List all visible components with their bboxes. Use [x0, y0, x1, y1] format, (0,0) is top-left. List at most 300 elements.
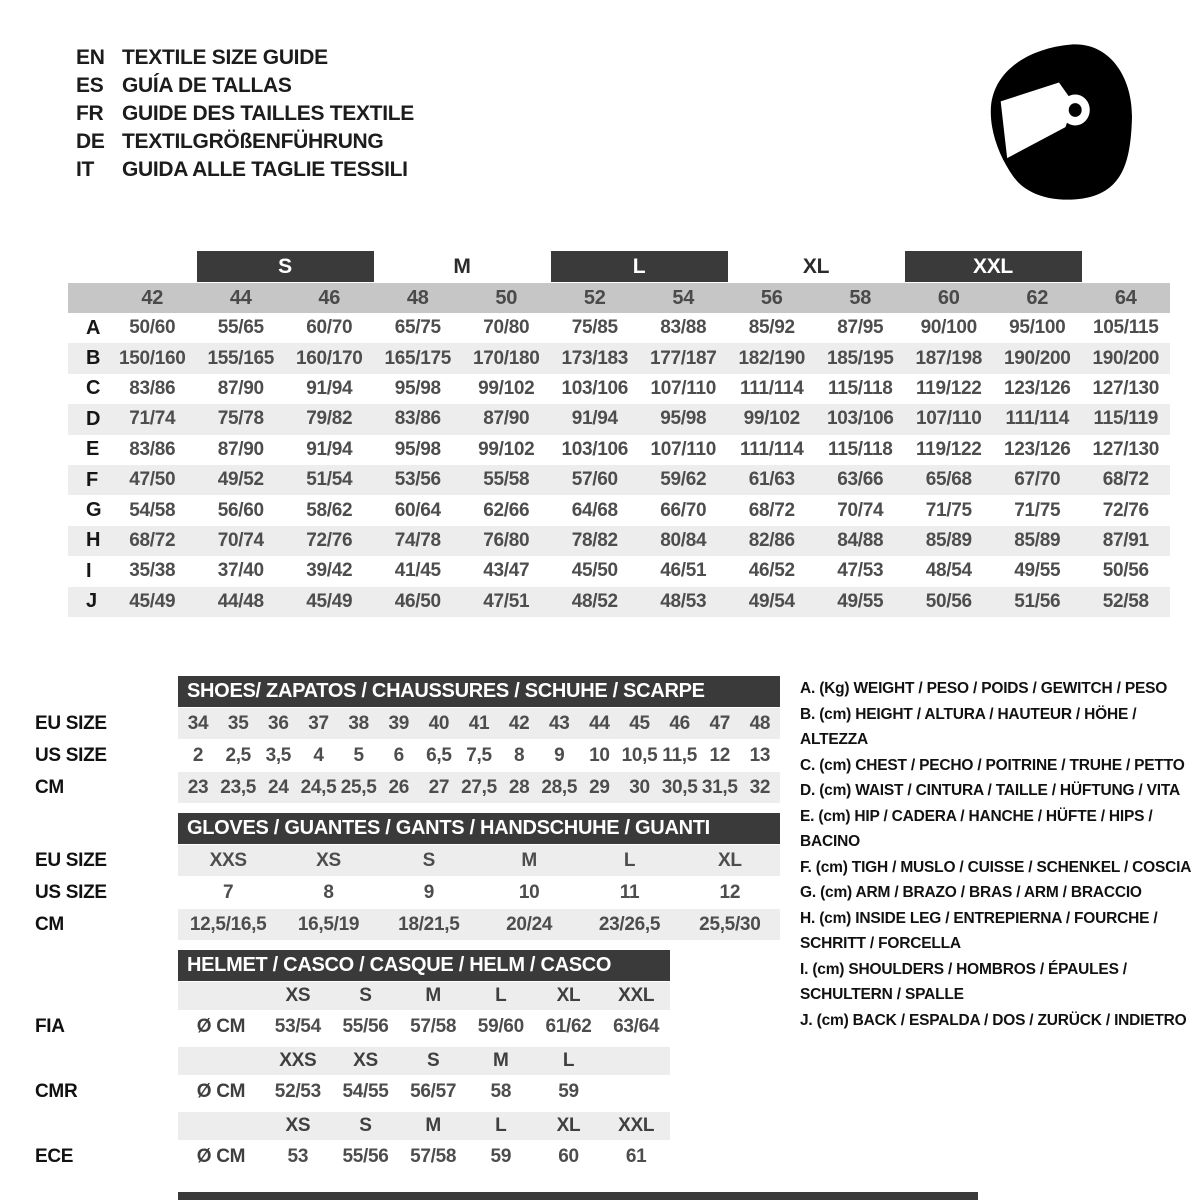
section-value: 25,5/30	[699, 913, 761, 935]
table-row	[68, 435, 1170, 465]
size-number: 62	[1026, 286, 1049, 309]
section-row-values	[178, 708, 780, 739]
measure-value: 83/86	[129, 438, 176, 460]
textile-size-table	[68, 251, 1170, 617]
legend-item: C. (cm) CHEST / PECHO / POITRINE / TRUHE / PETTO	[800, 756, 1185, 774]
size-number: 50	[495, 286, 518, 309]
section-value: 10	[589, 744, 610, 766]
helmet-size-spacer	[178, 1047, 264, 1075]
measure-value: 49/55	[837, 590, 884, 612]
table-row	[68, 495, 1170, 525]
helmet-size-label: XXS	[279, 1050, 317, 1071]
helmet-value: 55/56	[342, 1015, 389, 1037]
measure-value: 60/70	[306, 317, 353, 339]
measure-value: 84/88	[837, 529, 884, 551]
helmet-size-label: S	[359, 985, 372, 1006]
helmet-table	[35, 982, 780, 1176]
measure-value: 71/75	[925, 499, 972, 521]
measure-value: 87/90	[217, 377, 264, 399]
section-value: 28	[508, 776, 530, 798]
measure-value: 72/76	[306, 529, 353, 551]
section-row-label	[35, 1047, 178, 1075]
table-row	[68, 374, 1170, 404]
helmet-value: 59	[490, 1145, 512, 1167]
measure-value: 45/49	[129, 590, 176, 612]
section-row	[35, 740, 780, 771]
section-value: 12	[719, 881, 741, 903]
measure-value: 160/170	[295, 347, 363, 369]
section-value: 30,5	[661, 776, 698, 798]
section-value: 27	[428, 776, 450, 798]
measure-value: 155/165	[207, 347, 275, 369]
section-value: 23	[187, 776, 209, 798]
band-spacer	[68, 283, 108, 313]
helmet-standard-label: ECE	[35, 1145, 74, 1167]
measure-value: 35/38	[129, 560, 176, 582]
helmet-values	[178, 1076, 670, 1107]
section-value: 12,5/16,5	[189, 913, 267, 935]
helmet-size-row	[35, 982, 780, 1010]
helmet-value-row	[35, 1011, 780, 1042]
measure-value: 71/74	[129, 408, 176, 430]
legend-item: J. (cm) BACK / ESPALDA / DOS / ZURÜCK / INDIETRO	[800, 1011, 1187, 1029]
diameter-label: Ø CM	[196, 1080, 246, 1102]
measure-value: 165/175	[384, 347, 452, 369]
language-title: GUÍA DE TALLAS	[122, 74, 292, 97]
measure-value: 52/58	[1102, 590, 1149, 612]
section-value: 34	[187, 712, 209, 734]
size-group-l: L	[551, 251, 728, 282]
table-row	[68, 465, 1170, 495]
helmet-size-label: L	[495, 985, 507, 1006]
measure-letter: A	[86, 316, 101, 339]
section-value: 10,5	[621, 744, 658, 766]
size-number: 44	[229, 286, 252, 309]
section-value: 48	[749, 712, 771, 734]
helmet-size-label: M	[425, 985, 441, 1006]
measure-value: 115/118	[828, 377, 893, 399]
measure-value: 74/78	[394, 529, 441, 551]
section-row-label: EU SIZE	[35, 712, 107, 734]
measure-value: 49/55	[1014, 560, 1061, 582]
measure-value: 173/183	[561, 347, 629, 369]
measure-value: 37/40	[217, 560, 264, 582]
cutoff-section-bar	[178, 1192, 978, 1200]
section-row-label	[35, 1112, 178, 1140]
measure-value: 68/72	[748, 499, 795, 521]
language-title: GUIDE DES TAILLES TEXTILE	[122, 102, 414, 125]
section-value: 32	[749, 776, 771, 798]
measure-value: 58/62	[306, 499, 353, 521]
measure-value: 103/106	[826, 408, 894, 430]
section-value: 11	[619, 881, 640, 903]
measure-value: 185/195	[826, 347, 894, 369]
section-row-values	[178, 877, 780, 908]
language-title-list	[76, 44, 414, 184]
table-row	[68, 313, 1170, 343]
measurement-rows	[68, 313, 1170, 617]
measure-value: 62/66	[483, 499, 530, 521]
helmet-size-label: XL	[556, 985, 581, 1006]
section-value: XXS	[209, 849, 247, 871]
measure-value: 99/102	[478, 377, 535, 399]
measure-value: 68/72	[1102, 469, 1149, 491]
measure-value: 48/54	[925, 560, 972, 582]
shoes-section-header	[178, 676, 780, 707]
measure-value: 119/122	[915, 438, 982, 460]
section-row-label	[35, 982, 178, 1010]
language-code: IT	[76, 158, 95, 181]
measure-value: 83/86	[394, 408, 441, 430]
measure-value: 95/100	[1009, 317, 1066, 339]
measure-value: 107/110	[650, 438, 717, 460]
legend-item: B. (cm) HEIGHT / ALTURA / HAUTEUR / HÖHE / ALTEZZA	[800, 705, 1137, 748]
helmet-row-gap	[35, 1042, 780, 1046]
section-value: 24,5	[300, 776, 337, 798]
section-value: 23,5	[220, 776, 257, 798]
table-row	[68, 526, 1170, 556]
measure-value: 41/45	[394, 560, 441, 582]
size-group-xxl: XXL	[905, 251, 1082, 282]
helmet-size-row	[35, 1047, 780, 1075]
legend-item: A. (Kg) WEIGHT / PESO / POIDS / GEWITCH / PESO	[800, 680, 1168, 697]
measure-value: 67/70	[1014, 469, 1061, 491]
measure-value: 50/56	[925, 590, 972, 612]
racing-helmet-icon	[978, 36, 1140, 208]
measure-value: 83/86	[129, 377, 176, 399]
helmet-row-gap	[35, 1107, 780, 1111]
measure-value: 49/54	[748, 590, 795, 612]
measure-value: 50/56	[1102, 560, 1149, 582]
section-value: 28,5	[541, 776, 578, 798]
measure-value: 75/78	[217, 408, 264, 430]
measure-value: 51/56	[1014, 590, 1061, 612]
helmet-value: 57/58	[410, 1015, 457, 1037]
measure-value: 63/66	[837, 469, 884, 491]
language-code: DE	[76, 130, 105, 153]
measure-value: 190/200	[1092, 347, 1160, 369]
section-value: 43	[548, 712, 570, 734]
language-title: TEXTILGRÖßENFÜHRUNG	[122, 130, 384, 153]
footwear-accessory-sections	[35, 676, 780, 1176]
section-value: 24	[268, 776, 289, 798]
helmet-value: 59/60	[477, 1015, 524, 1037]
helmet-size-label: M	[493, 1050, 509, 1071]
measure-value: 103/106	[561, 377, 629, 399]
language-row	[76, 72, 414, 100]
section-value: 38	[348, 712, 369, 734]
measure-value: 95/98	[394, 438, 441, 460]
section-value: M	[521, 849, 537, 871]
measure-value: 177/187	[649, 347, 717, 369]
section-value: 37	[308, 712, 329, 734]
helmet-value: 54/55	[342, 1080, 389, 1102]
section-value: 8	[513, 744, 525, 766]
measure-value: 48/52	[571, 590, 618, 612]
measure-value: 72/76	[1102, 499, 1149, 521]
size-number: 48	[406, 286, 429, 309]
helmet-value: 59	[558, 1080, 579, 1102]
table-row	[68, 404, 1170, 434]
helmet-value: 53/54	[274, 1015, 321, 1037]
helmet-value: 60	[558, 1145, 579, 1167]
section-value: 25,5	[340, 776, 377, 798]
measure-value: 83/88	[660, 317, 707, 339]
helmet-value: 56/57	[410, 1080, 457, 1102]
measure-value: 55/58	[483, 469, 530, 491]
measure-value: 123/126	[1003, 438, 1071, 460]
helmet-size-label: L	[495, 1115, 507, 1136]
measure-value: 48/53	[660, 590, 707, 612]
helmet-value-row	[35, 1141, 780, 1172]
section-value: 44	[589, 712, 610, 734]
table-row	[68, 556, 1170, 586]
helmet-sizes	[178, 982, 670, 1010]
section-value: 7,5	[466, 744, 492, 766]
section-value: 6,5	[426, 744, 452, 766]
measure-value: 87/95	[837, 317, 884, 339]
section-value: 45	[629, 712, 650, 734]
measure-letter: D	[86, 407, 101, 430]
helmet-row-gap	[35, 1172, 780, 1176]
measure-value: 65/68	[925, 469, 972, 491]
section-value: 11,5	[662, 744, 698, 766]
section-row-values	[178, 909, 780, 940]
section-value: 27,5	[461, 776, 497, 798]
measure-value: 111/114	[740, 377, 804, 399]
measurement-legend	[800, 676, 1196, 1033]
legend-item: G. (cm) ARM / BRAZO / BRAS / ARM / BRACCIO	[800, 884, 1142, 901]
helmet-values	[178, 1011, 670, 1042]
measure-value: 70/74	[217, 529, 264, 551]
measure-value: 85/92	[748, 317, 795, 339]
helmet-sizes	[178, 1047, 670, 1075]
measure-value: 68/72	[129, 529, 176, 551]
measure-value: 55/65	[217, 317, 264, 339]
measure-letter: F	[86, 468, 98, 491]
measure-value: 71/75	[1014, 499, 1061, 521]
language-title: GUIDA ALLE TAGLIE TESSILI	[122, 158, 408, 181]
measure-value: 87/90	[483, 408, 530, 430]
measure-value: 87/90	[217, 438, 264, 460]
section-row-label: US SIZE	[35, 881, 107, 903]
language-title: TEXTILE SIZE GUIDE	[122, 46, 328, 69]
measure-value: 56/60	[217, 499, 264, 521]
measure-value: 107/110	[915, 408, 982, 430]
legend-item: D. (cm) WAIST / CINTURA / TAILLE / HÜFTUNG / VITA	[800, 782, 1180, 799]
measure-value: 111/114	[740, 438, 804, 460]
measure-value: 47/53	[837, 560, 884, 582]
helmet-sizes	[178, 1112, 670, 1140]
shoes-table	[35, 708, 780, 803]
section-value: 12	[709, 744, 731, 766]
measure-value: 45/49	[306, 590, 353, 612]
measure-letter: I	[86, 559, 92, 582]
section-row-label: CM	[35, 776, 64, 798]
measure-letter: E	[86, 438, 100, 461]
measure-value: 46/50	[394, 590, 441, 612]
measure-value: 91/94	[306, 438, 353, 460]
measure-value: 90/100	[920, 317, 977, 339]
measure-value: 115/118	[828, 438, 893, 460]
section-value: XL	[717, 849, 742, 871]
measure-value: 127/130	[1092, 377, 1160, 399]
helmet-value: 53	[287, 1145, 309, 1167]
measure-value: 150/160	[118, 347, 186, 369]
helmet-section-header	[178, 950, 670, 981]
size-group-s: S	[197, 251, 374, 282]
section-value: 36	[268, 712, 289, 734]
section-row-values	[178, 845, 780, 876]
section-value: 2	[192, 744, 204, 766]
measure-value: 103/106	[561, 438, 629, 460]
language-row	[76, 128, 414, 156]
measure-value: 182/190	[738, 347, 806, 369]
measure-value: 53/56	[394, 469, 441, 491]
measure-value: 75/85	[571, 317, 618, 339]
section-value: 9	[423, 881, 434, 903]
measure-value: 95/98	[394, 377, 441, 399]
section-row	[35, 845, 780, 876]
section-row-label: CM	[35, 913, 64, 935]
helmet-size-label: S	[359, 1115, 372, 1136]
measure-value: 70/80	[483, 317, 530, 339]
measure-value: 87/91	[1102, 529, 1149, 551]
section-value: 39	[388, 712, 409, 734]
size-number: 56	[760, 286, 783, 309]
language-row	[76, 156, 414, 184]
measure-value: 54/58	[129, 499, 176, 521]
measure-letter: G	[86, 499, 102, 522]
helmet-size-label: XS	[285, 985, 311, 1006]
size-group-m: M	[453, 254, 471, 278]
section-value: 18/21,5	[398, 913, 460, 935]
measure-value: 99/102	[743, 408, 800, 430]
measure-value: 95/98	[660, 408, 707, 430]
measure-value: 91/94	[571, 408, 618, 430]
language-code: FR	[76, 102, 104, 125]
section-value: 7	[223, 881, 234, 903]
gloves-table	[35, 845, 780, 940]
measure-value: 99/102	[478, 438, 535, 460]
section-value: 26	[388, 776, 409, 798]
measure-value: 107/110	[650, 377, 717, 399]
size-number: 52	[583, 286, 606, 309]
measure-value: 78/82	[571, 529, 618, 551]
measure-value: 111/114	[1005, 408, 1069, 430]
section-value: 16,5/19	[297, 913, 360, 935]
measure-value: 65/75	[394, 317, 441, 339]
section-value: 9	[554, 744, 565, 766]
helmet-value: 55/56	[342, 1145, 389, 1167]
measure-value: 76/80	[483, 529, 530, 551]
measure-value: 49/52	[217, 469, 264, 491]
helmet-value: 61/62	[545, 1015, 592, 1037]
section-value: 31,5	[701, 776, 738, 798]
section-value: 40	[428, 712, 450, 734]
section-value: 3,5	[265, 744, 292, 766]
measure-value: 105/115	[1092, 317, 1159, 339]
measure-value: 91/94	[306, 377, 353, 399]
measure-value: 85/89	[1014, 529, 1061, 551]
helmet-value: 61	[625, 1145, 647, 1167]
measure-value: 51/54	[306, 469, 353, 491]
measure-value: 70/74	[837, 499, 884, 521]
section-value: 20/24	[506, 913, 553, 935]
measure-letter: J	[86, 590, 97, 613]
section-value: 8	[323, 881, 334, 903]
section-value: 23/26,5	[598, 913, 661, 935]
measure-value: 45/50	[571, 560, 618, 582]
section-row	[35, 877, 780, 908]
section-value: 47	[709, 712, 731, 734]
section-value: L	[623, 849, 636, 871]
size-number: 42	[141, 286, 164, 309]
measure-value: 43/47	[483, 560, 530, 582]
measure-value: 60/64	[394, 499, 441, 521]
section-row	[35, 708, 780, 739]
measure-value: 79/82	[306, 408, 353, 430]
helmet-size-label: XL	[556, 1115, 581, 1136]
section-value: 6	[393, 744, 404, 766]
measure-letter: C	[86, 377, 101, 400]
diameter-label: Ø CM	[196, 1015, 246, 1037]
language-row	[76, 44, 414, 72]
measure-value: 50/60	[129, 317, 176, 339]
size-number-band	[68, 283, 1170, 313]
measure-value: 57/60	[571, 469, 618, 491]
measure-value: 85/89	[925, 529, 972, 551]
shoes-title: SHOES/ ZAPATOS / CHAUSSURES / SCHUHE / SCARPE	[187, 680, 705, 702]
legend-item: H. (cm) INSIDE LEG / ENTREPIERNA / FOURCHE / SCHRITT / FORCELLA	[800, 909, 1158, 952]
gloves-title: GLOVES / GUANTES / GANTS / HANDSCHUHE / GUANTI	[187, 817, 710, 839]
helmet-title: HELMET / CASCO / CASQUE / HELM / CASCO	[187, 954, 612, 976]
size-number: 60	[937, 286, 960, 309]
helmet-size-label	[602, 1047, 670, 1075]
legend-item: F. (cm) TIGH / MUSLO / CUISSE / SCHENKEL / COSCIA	[800, 858, 1192, 876]
helmet-size-label: M	[425, 1115, 441, 1136]
helmet-value: 52/53	[274, 1080, 321, 1102]
helmet-standard-label: CMR	[35, 1080, 78, 1102]
measure-value: 64/68	[571, 499, 618, 521]
section-value: 35	[227, 712, 249, 734]
section-value: 5	[353, 744, 364, 766]
table-row	[68, 343, 1170, 373]
measure-letter: B	[86, 347, 101, 370]
language-row	[76, 100, 414, 128]
section-value: S	[422, 849, 436, 871]
section-row	[35, 909, 780, 940]
measure-value: 61/63	[748, 469, 795, 491]
measure-value: 115/119	[1093, 408, 1158, 430]
measure-value: 119/122	[915, 377, 982, 399]
section-value: 10	[518, 881, 540, 903]
helmet-value: 63/64	[613, 1015, 660, 1037]
helmet-size-label: XXL	[618, 1115, 655, 1136]
helmet-size-row	[35, 1112, 780, 1140]
measure-value: 66/70	[660, 499, 707, 521]
language-code: EN	[76, 46, 105, 69]
helmet-size-label: XXL	[618, 985, 655, 1006]
measure-value: 47/50	[129, 469, 176, 491]
size-number: 46	[318, 286, 341, 309]
helmet-size-label: S	[426, 1050, 440, 1071]
measure-value: 123/126	[1003, 377, 1071, 399]
measure-value: 44/48	[217, 590, 264, 612]
legend-item: I. (cm) SHOULDERS / HOMBROS / ÉPAULES / SCHULTERN / SPALLE	[800, 960, 1127, 1003]
section-row	[35, 772, 780, 803]
size-number: 54	[672, 286, 695, 309]
